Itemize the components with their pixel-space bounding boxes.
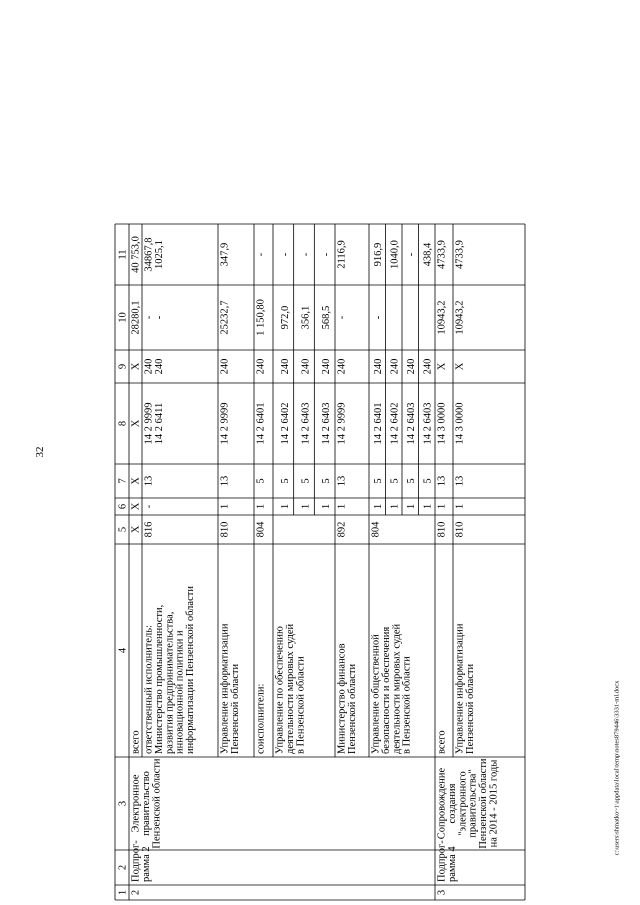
table-cell-text: 1 — [336, 503, 348, 510]
table-cell-text: X — [130, 362, 142, 371]
table-cell-text: соисполнители: — [255, 683, 267, 754]
table-cell-text: развития предпринимательства, — [164, 611, 176, 754]
page-number: 32 — [34, 446, 46, 458]
table-cell-text: Подпрог- — [436, 840, 448, 882]
column-header-10: 10 — [117, 312, 129, 323]
table-cell-text: 916,9 — [372, 242, 384, 267]
table-cell-text: 804 — [370, 521, 382, 538]
table-cell-text: 10943,2 — [436, 300, 448, 335]
column-header-1: 1 — [117, 889, 129, 896]
table-cell-text: ответственный исполнитель: — [143, 625, 155, 754]
table-cell-text: Электронное — [130, 774, 142, 833]
table-cell-text: 14 2 9999 — [219, 402, 231, 445]
table-cell-text: 1 150,80 — [255, 299, 267, 336]
table-cell-text: 1 — [255, 503, 267, 510]
table-cell-text: 5 — [279, 478, 291, 484]
table-cell-text: 972,0 — [279, 305, 291, 330]
table-cell-text: - — [405, 252, 417, 257]
table-cell-text: 1025,1 — [153, 240, 165, 269]
table-cell-text: информатизации Пензенской области — [185, 586, 197, 754]
column-header-8: 8 — [117, 420, 129, 427]
table-cell-text: 3 — [436, 889, 448, 896]
table-cell-text: 13 — [436, 475, 448, 487]
table-cell-text: 347,9 — [219, 242, 231, 267]
table-cell-text: всего — [130, 730, 142, 754]
table-cell-text: 2116,9 — [336, 240, 348, 269]
table-cell-text: 14 3 0000 — [454, 402, 466, 445]
table-cell-text: 13 — [143, 475, 155, 487]
table-cell-text: Пензенской области — [464, 663, 476, 754]
table-cell-text: 240 — [336, 358, 348, 375]
table-cell-text: 240 — [422, 358, 434, 375]
table-cell-text: 1 — [389, 503, 401, 510]
table-cell-text: X — [130, 419, 142, 428]
table-cell-text: X — [130, 477, 142, 485]
table-cell-text: X — [130, 502, 142, 511]
table-cell-text: 1 — [454, 503, 466, 510]
table-cell-text: деятельности мировых судей — [284, 623, 296, 754]
column-header-6: 6 — [117, 503, 129, 510]
table-cell-text: правительство — [140, 771, 152, 836]
table-cell-text: - — [143, 504, 155, 509]
table-cell-text: 1 — [422, 503, 434, 510]
rotated-budget-table — [115, 44, 525, 900]
table-cell-text: 5 — [372, 478, 384, 484]
column-header-4: 4 — [117, 647, 129, 654]
table-cell-text: 810 — [219, 521, 231, 538]
table-cell-text: - — [255, 252, 267, 257]
table-cell-text: 14 2 6402 — [389, 402, 401, 445]
table-cell-text: Министерство промышленности, — [153, 604, 165, 754]
table-cell-text: Управление информатизации — [219, 623, 231, 754]
table-cell-text: 5 — [255, 478, 267, 484]
table-cell-text: 1 — [405, 503, 417, 510]
table-cell-text: X — [454, 362, 466, 371]
table-cell-text: 240 — [389, 358, 401, 375]
table-cell-text: - — [300, 252, 312, 257]
table-cell-text: 14 2 6402 — [279, 402, 291, 445]
table-cell-text: 14 2 9999 — [336, 402, 348, 445]
table-cell-text: 14 2 6403 — [422, 402, 434, 445]
table-cell-text: - — [321, 252, 333, 257]
table-cell-text: 240 — [321, 358, 333, 375]
table-cell-text: 14 3 0000 — [436, 402, 448, 445]
table-cell-text: 356,1 — [300, 305, 312, 330]
table-cell-text: - — [279, 252, 291, 257]
table-cell-text: 1 — [300, 503, 312, 510]
table-cell-text: рамма 4 — [446, 846, 458, 882]
table-cell-text: рамма 2 — [140, 846, 152, 882]
table-cell-text: 5 — [389, 478, 401, 484]
table-cell-text: 14 2 6403 — [321, 402, 333, 445]
table-cell-text: 28280,1 — [130, 300, 142, 335]
table-cell-text: 1 — [372, 503, 384, 510]
table-cell-text: 4733,9 — [436, 240, 448, 269]
table-cell-text: 568,5 — [321, 305, 333, 330]
column-header-9: 9 — [117, 363, 129, 370]
table-cell-text: 4733,9 — [454, 240, 466, 269]
table-cell-text: 40 753,0 — [130, 236, 142, 273]
table-cell-text: 14 2 6401 — [255, 402, 267, 445]
table-cell-text: 25232,7 — [219, 300, 231, 335]
table-cell-text: 816 — [143, 521, 155, 538]
table-cell-text: 240 — [405, 358, 417, 375]
table-cell-text: 240 — [143, 358, 155, 375]
table-cell-text: 804 — [255, 521, 267, 538]
file-path-footer: c:\users\shmatko~1\appdata\local\temp\notes879446\3331-ml.docx — [613, 680, 621, 856]
table-cell-text: Подпрог- — [130, 840, 142, 882]
table-cell-text: Пензенской области — [478, 758, 490, 849]
table-cell-text: 5 — [422, 478, 434, 484]
table-cell-text: Пензенской области — [229, 663, 241, 754]
table-cell-text: в Пензенской области — [295, 656, 307, 754]
table-cell-text: - — [336, 315, 348, 320]
table-cell-text: 240 — [279, 358, 291, 375]
table-cell-text: 240 — [255, 358, 267, 375]
column-header-3: 3 — [117, 800, 129, 807]
table-cell-text: 13 — [219, 475, 231, 487]
table-cell-text: 1 — [321, 503, 333, 510]
column-header-5: 5 — [117, 526, 129, 533]
table-cell-text: 1 — [436, 503, 448, 510]
table-cell-text: X — [436, 362, 448, 371]
table-cell-text: - — [372, 315, 384, 320]
table-cell-text: Пензенской области — [151, 758, 163, 849]
table-cell-text: 5 — [300, 478, 312, 484]
table-cell-text: 10943,2 — [454, 300, 466, 335]
table-cell-text: Пензенской области — [346, 663, 358, 754]
table-cell-text: 240 — [300, 358, 312, 375]
table-cell-text: 1 — [279, 503, 291, 510]
table-cell-text: Сопровождение — [436, 767, 448, 840]
table-cell-text: 13 — [454, 475, 466, 487]
table-cell-text: 810 — [454, 521, 466, 538]
table-cell-text: - — [143, 315, 155, 320]
table-cell-text: в Пензенской области — [401, 656, 413, 754]
table-cell-text: 14 2 6401 — [372, 402, 384, 445]
table-cell-text: на 2014 - 2015 годы — [488, 759, 500, 848]
table-cell-text: 5 — [405, 478, 417, 484]
table-cell-text: Управление общественной — [370, 634, 382, 754]
table-cell-text: 14 2 9999 — [143, 402, 155, 445]
table-cell-text: создания — [446, 783, 458, 824]
table-cell-text: всего — [436, 730, 448, 754]
column-header-11: 11 — [117, 249, 129, 260]
table-cell-text: 34867,8 — [143, 237, 155, 272]
table-cell-text: 14 2 6411 — [153, 402, 165, 445]
table-cell-text: 892 — [336, 521, 348, 538]
table-cell-text: - — [153, 315, 165, 320]
table-cell-text: 810 — [436, 521, 448, 538]
table-cell-text: 240 — [153, 358, 165, 375]
table-cell-text: 13 — [336, 475, 348, 487]
table-cell-text: 2 — [130, 889, 142, 896]
table-cell-text: 14 2 6403 — [300, 402, 312, 445]
table-cell-text: 438,4 — [422, 242, 434, 267]
table-cell-text: 14 2 6403 — [405, 402, 417, 445]
table-cell-text: "электронного — [457, 771, 469, 836]
table-cell-text: деятельности мировых судей — [391, 623, 403, 754]
table-cell-text: правительства" — [467, 769, 479, 838]
table-cell-text: инновационной политики и — [174, 630, 186, 754]
table-cell-text: Министерство финансов — [336, 643, 348, 754]
budget-table — [115, 44, 525, 900]
table-cell-text: Управление по обеспечению — [274, 626, 286, 754]
table-cell-text: безопасности и обеспечения — [380, 626, 392, 754]
table-cell-text: 240 — [372, 358, 384, 375]
table-cell-text: X — [130, 525, 142, 534]
table-cell-text: 1 — [219, 503, 231, 510]
table-cell-text: 1040,0 — [389, 240, 401, 269]
table-cell-text: 5 — [321, 478, 333, 484]
table-cell-text: 240 — [219, 358, 231, 375]
table-cell-text: Управление информатизации — [454, 623, 466, 754]
column-header-7: 7 — [117, 478, 129, 484]
column-header-2: 2 — [117, 864, 129, 871]
